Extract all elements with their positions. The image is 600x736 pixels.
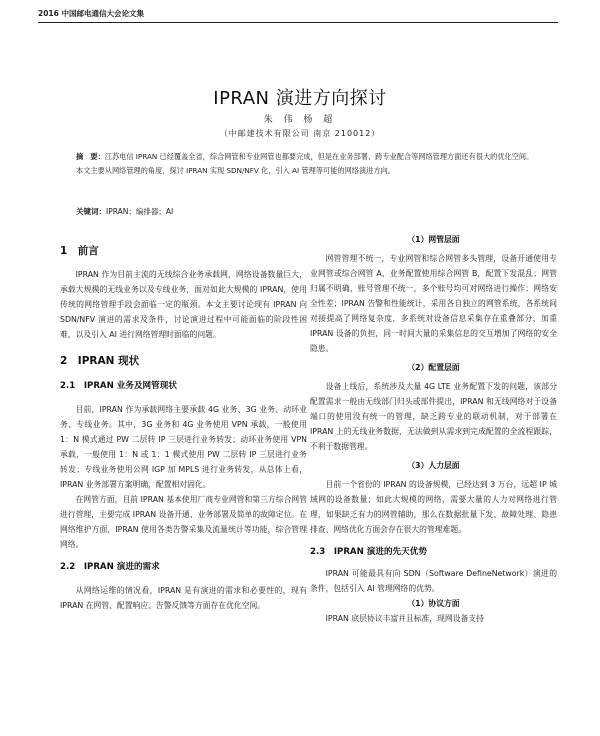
- section-2-2-paragraph: 从网络运维的情况看，IPRAN 是有演进的需求和必要性的，现有 IPRAN 在网管、配置响应、告警反馈等方面存在优化空间。: [60, 586, 307, 610]
- authors: 朱 伟 杨 超: [263, 115, 337, 125]
- abstract: [76, 150, 538, 178]
- keywords: [76, 206, 538, 217]
- section-2-2-heading: 2.2 IPRAN 演进的需求: [60, 562, 160, 572]
- section-2-1-heading: 2.1 IPRAN 业务及网管现状: [60, 381, 177, 391]
- section-2-heading: 2 IPRAN 现状: [60, 355, 140, 367]
- header-rule: [38, 22, 558, 23]
- abstract-label: 摘 要：: [76, 152, 105, 161]
- subsection-configuration: （2）配置层面: [407, 363, 460, 372]
- configuration-paragraph: 设备上线后，系统涉及大量 4G LTE 业务配置下发的问题，该部分配置需求一般由无线部门归头或部件提出，IPRAN 和无线网络对于设备端口的使用没有统一的管理，缺乏跨专业的联动机制，对于部署在 IPRAN 上的无线业务数据，无法做到从需求到完成配置的全流程跟踪，不利于数据管理。: [310, 382, 557, 451]
- subsection-manpower: （3）人力层面: [407, 461, 460, 470]
- left-column: [60, 232, 307, 613]
- section-2-1-paragraph-2: 在网管方面，目前 IPRAN 基本使用厂商专业网管和第三方综合网管进行管理，主要完成 IPRAN 设备开通、业务部署及简单的故障定位。在网络维护方面，IPRAN 使用各类告警采集及流量统计等功能，综合管理网络。: [60, 495, 307, 549]
- section-1-paragraph: IPRAN 作为目前主流的无线综合业务承载网，网络设备数量巨大，承载大规模的无线业务以及专线业务，面对如此大规模的 IPRAN，使用传统的网络管理手段会面临一定的瓶颈。本文主要讨论现有 IPRAN 向 SDN/NFV 演进的需求及条件，讨论演进过程中可能面临的阶段性困难，以及引入 AI 进行网络管理时面临的问题。: [60, 270, 307, 339]
- abstract-text: 江苏电信 IPRAN 已经覆盖全省，综合网管和专业网管也都要完成，但是在业务部署、跨专业配合等网络管理方面还有很大的优化空间。本文主要从网络管理的角度，探讨 IPRAN 实现 SDN/NFV 化，引入 AI 管理等可能的网络演进方向。: [76, 152, 534, 175]
- keywords-label: 关键词：: [76, 207, 106, 216]
- protocol-paragraph: IPRAN 底层协议丰富并且标准，现网设备支持: [325, 614, 484, 623]
- affiliation: （中邮建技术有限公司 南京 210012）: [219, 129, 381, 138]
- subsection-protocol: （1）协议方面: [407, 599, 460, 608]
- running-header: 2016 中国邮电通信大会论文集: [38, 9, 144, 18]
- keywords-text: IPRAN；编排器；AI: [106, 207, 174, 216]
- section-2-1-paragraph-1: 目前，IPRAN 作为承载网络主要承载 4G 业务、3G 业务、动环业务、专线业务。其中，3G 业务和 4G 业务使用 VPN 承载，一般使用 1：N 模式通过 PW 二层转 IP 三层进行业务转发；动环业务使用 VPN 承载，一般使用 1：N 或 1：1 模式使用 PW 二层转 IP 三层进行业务转发；专线业务使用公网 IGP 加 MPLS 进行业务转发，从总体上看，IPRAN 业务部署方案明确，配置相对固化。: [60, 405, 307, 489]
- paper-title: IPRAN 演进方向探讨: [213, 88, 387, 109]
- subsection-network-management: （1）网管层面: [407, 235, 460, 244]
- network-management-paragraph: 网管管理不统一，专业网管和综合网管多头管理，设备开通使用专业网管或综合网管 A，业务配置使用综合网管 B，配置下发混乱；网管归属不明确，账号管理不统一，多个账号均可对网络进行操作；网络安全性差；IPRAN 告警和性能统计，采用各自独立的网管系统，各系统间对接提高了网络复杂度，多系统对设备信息采集存在重叠部分，加重 IPRAN 设备的负担，同一时间大量的采集信息的交互增加了网络的安全隐患。: [310, 254, 557, 353]
- section-1-heading: 1 前言: [60, 245, 99, 257]
- section-2-3-heading: 2.3 IPRAN 演进的先天优势: [310, 547, 427, 557]
- manpower-paragraph: 目前一个省份的 IPRAN 的设备规模，已经达到 3 万台，远超 IP 城域网的设备数量；如此大规模的网络，需要大量的人力对网络进行管理，如果缺乏有力的网管辅助，那么在数据批量下发、故障处理、隐患排查、网络优化方面会存在很大的管理难题。: [310, 480, 557, 534]
- section-2-3-paragraph: IPRAN 可能最具有向 SDN（Software DefineNetwork）演进的条件，包括引入 AI 管理网络的优势。: [310, 569, 557, 593]
- right-column: [310, 232, 557, 626]
